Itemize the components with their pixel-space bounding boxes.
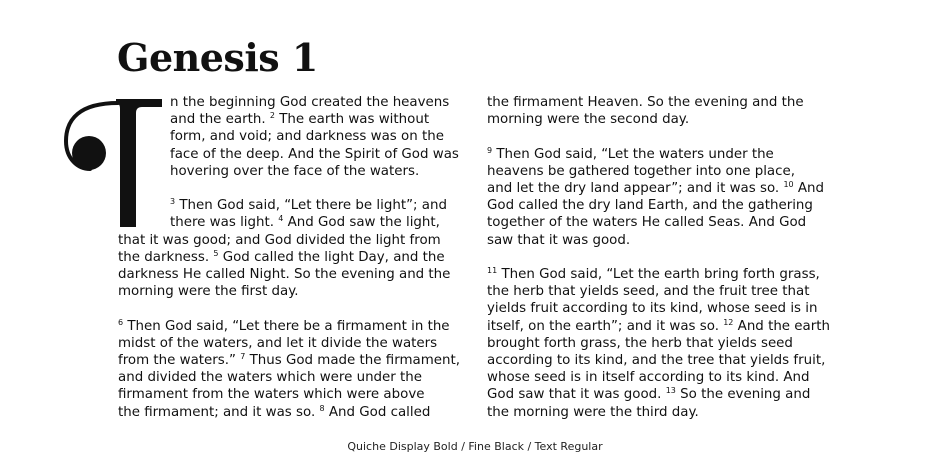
- verse-number: 11: [487, 266, 498, 275]
- text-line: And the earth: [733, 318, 830, 334]
- text-line: there was light.: [170, 215, 279, 231]
- text-line: And God saw the light,: [283, 215, 440, 231]
- text-line: the morning were the third day.: [487, 404, 699, 420]
- verse-number: 2: [269, 111, 275, 121]
- text-line: Then God said, “Let there be a firmament in the: [123, 318, 450, 334]
- text-line: form, and void; and darkness was on the: [170, 129, 444, 145]
- text-line: And God called: [324, 404, 431, 420]
- text-line: Then God said, “Let the waters under the: [492, 146, 774, 162]
- verse-number: 9: [487, 145, 493, 155]
- text-line: and the earth.: [170, 112, 270, 128]
- text-line: face of the deep. And the Spirit of God was: [170, 146, 459, 162]
- right-column: [487, 94, 837, 421]
- text-line: And: [793, 181, 825, 196]
- text-line: God called the dry land Earth, and the gathering: [487, 198, 813, 214]
- verse-number: 12: [723, 317, 734, 327]
- font-caption: Quiche Display Bold / Fine Black / Text Regular: [347, 440, 603, 453]
- text-line: saw that it was good.: [487, 232, 631, 248]
- text-line: morning were the first day.: [118, 284, 299, 300]
- text-line: midst of the waters, and let it divide the waters: [118, 335, 438, 351]
- text-line: the darkness.: [118, 249, 214, 265]
- paragraph: [118, 318, 468, 421]
- text-line: Thus God made the firmament,: [245, 353, 461, 369]
- text-line: the firmament; and it was so.: [118, 404, 320, 420]
- text-line: and divided the waters which were under the: [118, 370, 423, 386]
- left-column: [118, 94, 468, 421]
- text-line: heavens be gathered together into one place,: [487, 163, 795, 179]
- text-line: that it was good; and God divided the light from: [118, 232, 441, 248]
- verse-number: 13: [665, 386, 676, 396]
- text-line: from the waters.”: [118, 353, 241, 369]
- text-line: brought forth grass, the herb that yields seed: [487, 335, 793, 351]
- text-line: morning were the second day.: [487, 112, 690, 128]
- verse-number: 10: [783, 180, 794, 189]
- text-line: So the evening and: [675, 387, 811, 403]
- text-line: the firmament Heaven. So the evening and the: [487, 95, 804, 110]
- text-line: Then God said, “Let the earth bring forth grass,: [497, 267, 820, 282]
- verse-number: 3: [170, 197, 176, 207]
- text-line: God saw that it was good.: [487, 387, 666, 403]
- text-line: together of the waters He called Seas. And God: [487, 215, 807, 231]
- paragraph: [487, 94, 837, 128]
- text-line: The earth was without: [274, 112, 430, 128]
- text-line: God called the light Day, and the: [218, 249, 445, 265]
- paragraph: [118, 197, 468, 300]
- paragraph: [118, 94, 468, 180]
- text-line: darkness He called Night. So the evening and the: [118, 267, 451, 283]
- text-line: yields fruit according to its kind, whose seed is in: [487, 301, 818, 317]
- text-line: firmament from the waters which were above: [118, 387, 425, 403]
- text-line: itself, on the earth”; and it was so.: [487, 318, 724, 334]
- text-line: whose seed is in itself according to its kind. And: [487, 370, 810, 386]
- text-line: n the beginning God created the heavens: [170, 95, 450, 110]
- verse-number: 7: [240, 352, 246, 362]
- paragraph: [487, 146, 837, 249]
- text-line: hovering over the face of the waters.: [170, 163, 420, 179]
- paragraph: [487, 266, 837, 421]
- text-line: according to its kind, and the tree that yields fruit,: [487, 353, 826, 369]
- verse-number: 8: [319, 403, 325, 413]
- verse-number: 4: [278, 214, 284, 224]
- text-line: the herb that yields seed, and the fruit tree that: [487, 284, 810, 300]
- text-line: and let the dry land appear”; and it was so.: [487, 181, 784, 196]
- verse-number: 5: [213, 248, 219, 258]
- page-title: Genesis 1: [117, 35, 318, 80]
- verse-number: 6: [118, 317, 124, 327]
- text-line: Then God said, “Let there be light”; and: [175, 198, 447, 214]
